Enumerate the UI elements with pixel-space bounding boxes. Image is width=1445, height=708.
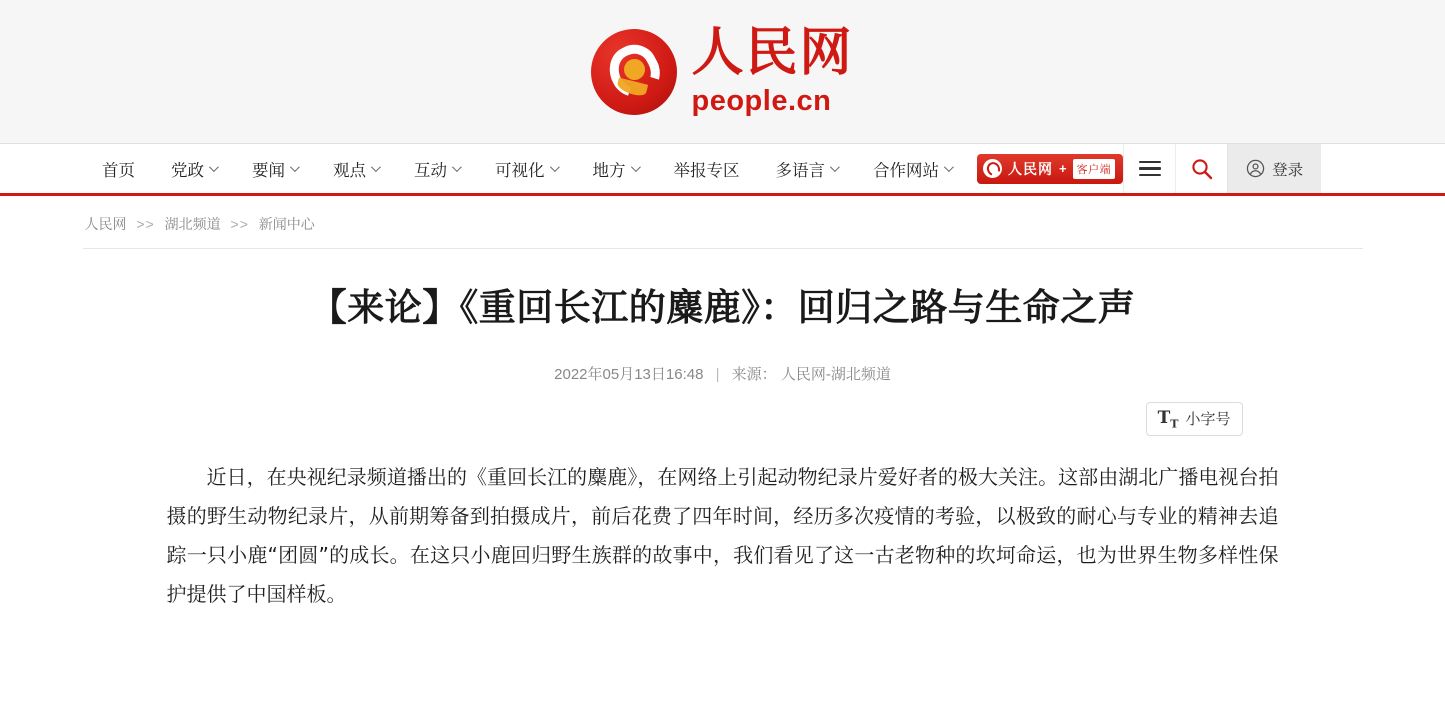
nav-item-languages[interactable] xyxy=(758,143,856,195)
main-navigation xyxy=(0,144,1445,196)
chevron-down-icon xyxy=(549,162,559,172)
people-logo-small-icon xyxy=(983,159,1002,178)
breadcrumb-separator: >> xyxy=(230,216,249,232)
nav-item-label: 多语言 xyxy=(775,161,825,180)
nav-item-label: 观点 xyxy=(333,161,366,180)
article-body xyxy=(83,436,1363,614)
chevron-down-icon xyxy=(452,162,462,172)
nav-item-visualization[interactable] xyxy=(477,143,575,195)
breadcrumb-item-news-center[interactable]: 新闻中心 xyxy=(258,216,315,232)
article-source: 人民网-湖北频道 xyxy=(780,365,891,383)
app-badge-name: 人民网 xyxy=(1008,160,1053,177)
article-header xyxy=(83,249,1363,436)
nav-item-local[interactable] xyxy=(575,143,656,195)
page-content xyxy=(83,196,1363,614)
meta-divider: | xyxy=(715,365,720,383)
nav-item-label: 互动 xyxy=(414,161,447,180)
chevron-down-icon xyxy=(944,162,954,172)
app-badge-tag: 客户端 xyxy=(1073,159,1116,179)
chevron-down-icon xyxy=(630,162,640,172)
nav-item-interaction[interactable] xyxy=(396,143,477,195)
nav-item-label: 地方 xyxy=(592,161,626,180)
nav-item-top-news[interactable] xyxy=(234,143,315,195)
menu-button[interactable] xyxy=(1123,144,1175,193)
fontsize-label: 小字号 xyxy=(1185,411,1231,429)
user-circle-icon xyxy=(1246,159,1265,178)
fontsize-toggle-button[interactable] xyxy=(1146,402,1243,436)
font-size-icon: $T_T$ xyxy=(1157,407,1179,430)
article-meta xyxy=(167,363,1279,384)
app-badge-plus: + xyxy=(1059,161,1067,176)
people-cn-logo-icon xyxy=(591,29,677,115)
hamburger-icon xyxy=(1139,157,1161,180)
breadcrumb xyxy=(83,196,1363,249)
logo-text-en: people.cn xyxy=(691,85,832,117)
nav-right-group xyxy=(977,144,1321,193)
site-logo[interactable] xyxy=(591,23,854,117)
nav-item-label: 党政 xyxy=(171,161,204,180)
nav-item-home[interactable] xyxy=(84,143,153,195)
breadcrumb-item-people[interactable]: 人民网 xyxy=(84,216,127,232)
nav-item-label: 可视化 xyxy=(495,161,545,180)
nav-item-label: 合作网站 xyxy=(873,161,939,180)
nav-item-label: 首页 xyxy=(102,161,135,180)
chevron-down-icon xyxy=(290,162,300,172)
nav-item-party-government[interactable] xyxy=(153,143,234,195)
nav-item-report-zone[interactable] xyxy=(656,143,758,195)
login-label: 登录 xyxy=(1272,161,1304,179)
nav-item-opinion[interactable] xyxy=(315,143,396,195)
app-download-badge[interactable] xyxy=(977,154,1123,184)
chevron-down-icon xyxy=(830,162,840,172)
page-title: 【来论】《重回长江的麋鹿》：回归之路与生命之声 xyxy=(309,286,1136,329)
site-masthead xyxy=(0,0,1445,144)
search-button[interactable] xyxy=(1175,144,1227,193)
chevron-down-icon xyxy=(371,162,381,172)
nav-item-label: 举报专区 xyxy=(673,161,740,180)
chevron-down-icon xyxy=(209,162,219,172)
search-icon xyxy=(1190,157,1214,181)
nav-item-list xyxy=(84,144,969,193)
fontsize-control-row xyxy=(167,402,1279,436)
article-paragraph: 近日，在央视纪录频道播出的《重回长江的麋鹿》，在网络上引起动物纪录片爱好者的极大关注。这部由湖北广播电视台拍摄的野生动物纪录片，从前期筹备到拍摄成片，前后花费了四年时间，经历多次疫情的考验，以极致的耐心与专业的精神去追踪一只小鹿“团圆”的成长。在这只小鹿回归野生族群的故事中，我们看见了这一古老物种的坎坷命运，也为世界生物多样性保护提供了中国样板。 xyxy=(166,464,1279,606)
login-button[interactable] xyxy=(1227,144,1321,193)
breadcrumb-separator: >> xyxy=(136,216,155,232)
nav-item-label: 要闻 xyxy=(252,161,285,180)
logo-text-cn: 人民网 xyxy=(691,23,854,83)
breadcrumb-item-hubei[interactable]: 湖北频道 xyxy=(164,216,221,232)
nav-item-partner-sites[interactable] xyxy=(855,143,969,195)
article-source-label: 来源： xyxy=(731,365,777,383)
article-date: 2022年05月13日16:48 xyxy=(554,365,704,383)
